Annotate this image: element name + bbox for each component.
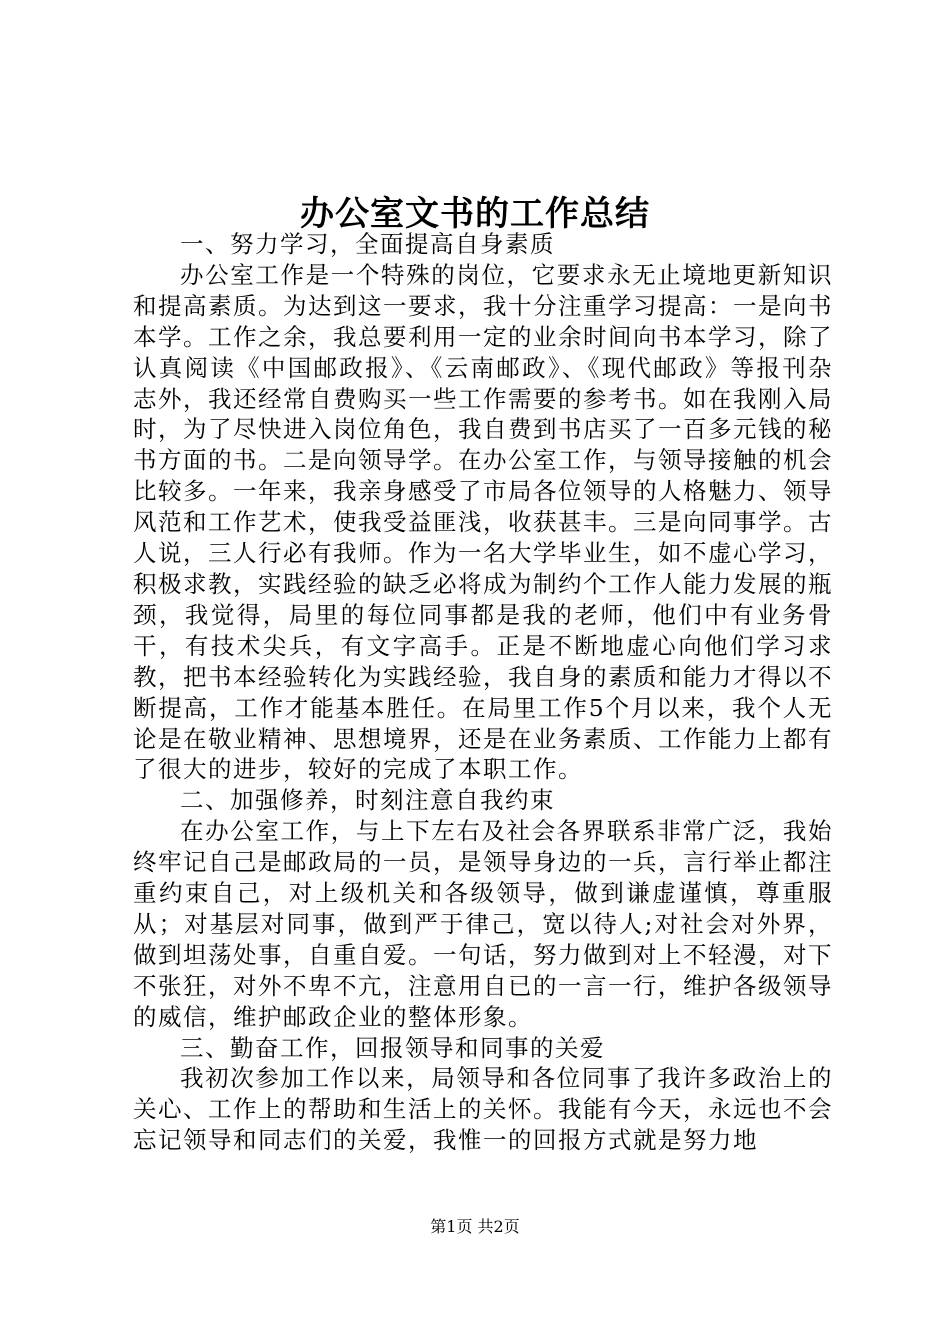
document-body <box>133 229 833 1156</box>
document-title: 办公室文书的工作总结 <box>300 194 650 234</box>
page-number-footer: 第1页 共2页 <box>430 1217 520 1236</box>
section-heading-2: 二、加强修养，时刻注意自我约束 <box>180 786 555 815</box>
body-paragraph-2: 在办公室工作，与上下左右及社会各界联系非常广泛，我始终牢记自己是邮政局的一员，是领导身边的一兵，言行举止都注重约束自己，对上级机关和各级领导，做到谦虚谨慎，尊重服从；对基层对同事，做到严于律己，宽以待人;对社会对外界，做到坦荡处事，自重自爱。一句话，努力做到对上不轻漫，对下不张狂，对外不卑不亢，注意用自已的一言一行，维护各级领导的威信，维护邮政企业的整体形象。 <box>133 817 833 1031</box>
section-heading-3: 三、勤奋工作，回报领导和同事的关爱 <box>180 1033 605 1062</box>
body-paragraph-3: 我初次参加工作以来，局领导和各位同事了我许多政治上的关心、工作上的帮助和生活上的关怀。我能有今天，永远也不会忘记领导和同志们的关爱，我惟一的回报方式就是努力地 <box>133 1064 833 1155</box>
body-paragraph-1: 办公室工作是一个特殊的岗位，它要求永无止境地更新知识和提高素质。为达到这一要求，我十分注重学习提高：一是向书本学。工作之余，我总要利用一定的业余时间向书本学习，除了认真阅读《中国邮政报》、《云南邮政》、《现代邮政》等报刊杂志外，我还经常自费购买一些工作需要的参考书。如在我刚入局时，为了尽快进入岗位角色，我自费到书店买了一百多元钱的秘书方面的书。二是向领导学。在办公室工作，与领导接触的机会比较多。一年来，我亲身感受了市局各位领导的人格魅力、领导风范和工作艺术，使我受益匪浅，收获甚丰。三是向同事学。古人说，三人行必有我师。作为一名大学毕业生，如不虚心学习，积极求教，实践经验的缺乏必将成为制约个工作人能力发展的瓶颈，我觉得，局里的每位同事都是我的老师，他们中有业务骨干，有技术尖兵，有文字高手。正是不断地虚心向他们学习求教，把书本经验转化为实践经验，我自身的素质和能力才得以不断提高，工作才能基本胜任。在局里工作5个月以来，我个人无论是在敬业精神、思想境界，还是在业务素质、工作能力上都有了很大的进步，较好的完成了本职工作。 <box>133 260 833 784</box>
section-heading-1: 一、努力学习，全面提高自身素质 <box>180 230 555 258</box>
